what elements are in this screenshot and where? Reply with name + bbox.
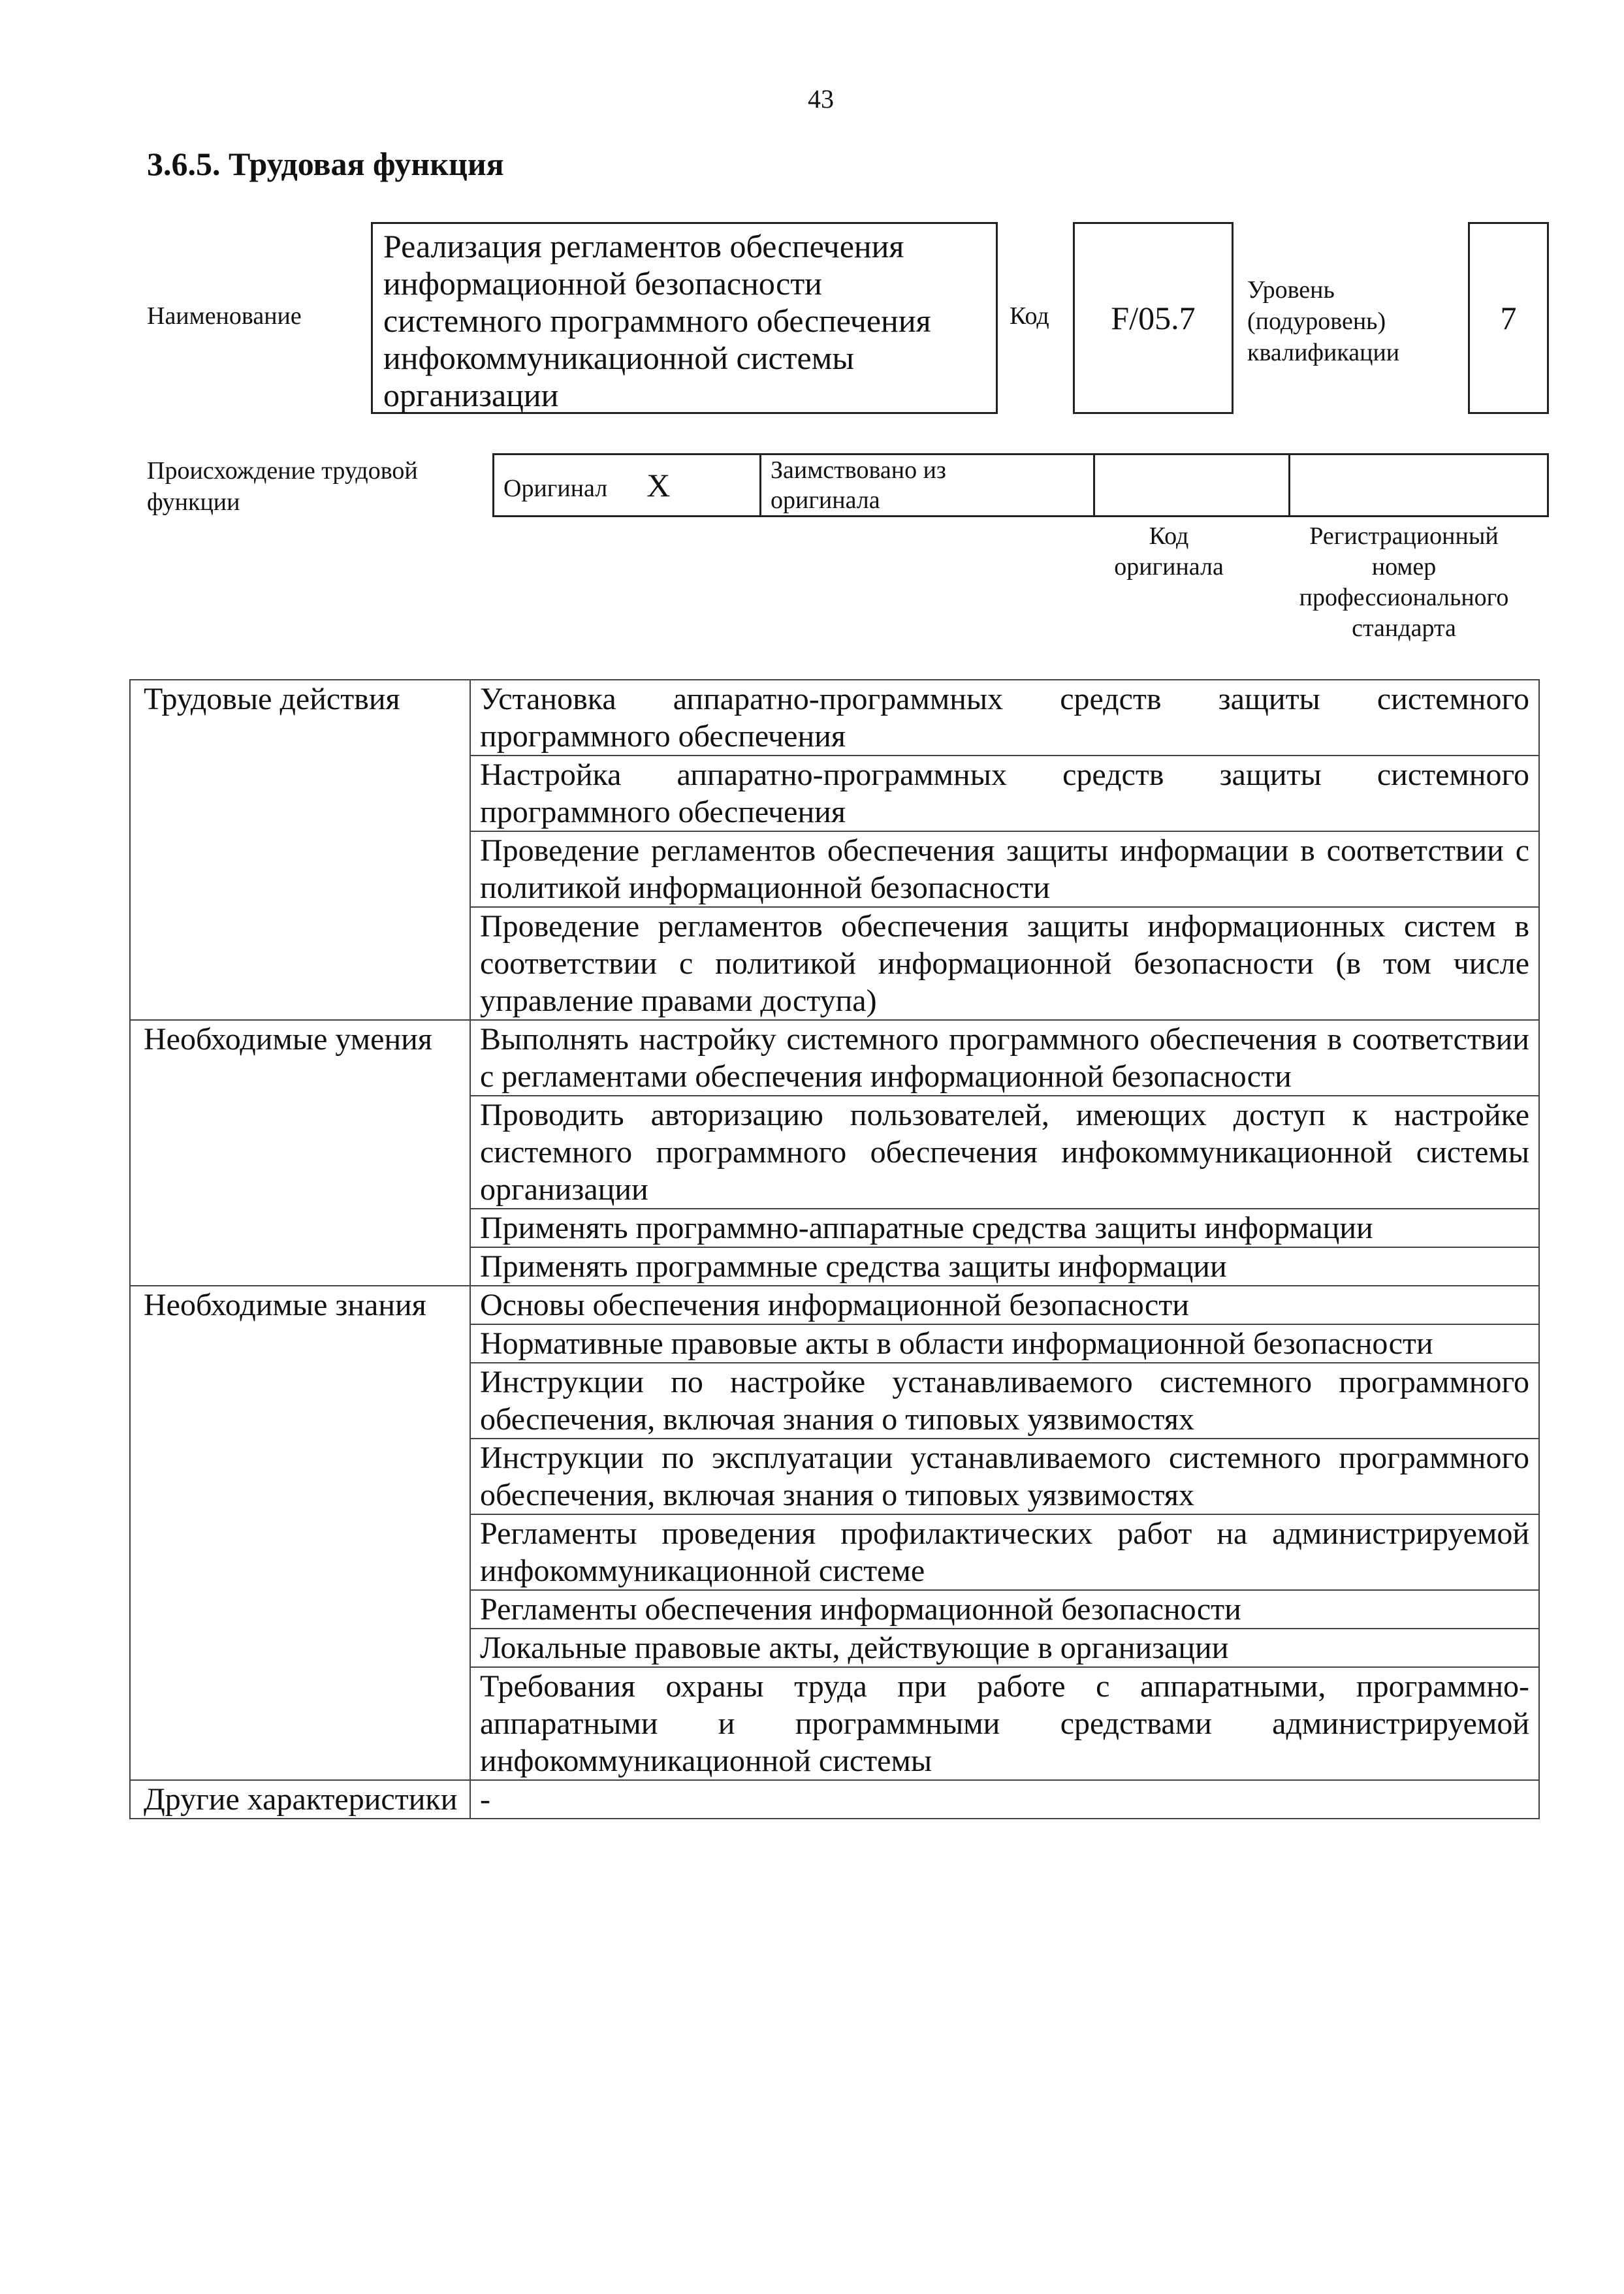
- origin-table: [492, 453, 1549, 517]
- origin-code-cell: [1094, 454, 1290, 517]
- reg-number-label-text: Регистрационный номер профессионального стандарта: [1299, 522, 1509, 642]
- origin-reg-number-cell: [1290, 454, 1548, 517]
- section-item: Выполнять настройку системного программного обеспечения в соответствии с регламентами обеспечения информационной безопасности: [470, 1020, 1539, 1096]
- table-row: [130, 1020, 1539, 1096]
- borrowed-label: Заимствовано из оригинала: [771, 456, 946, 514]
- section-category: Трудовые действия: [130, 680, 470, 1020]
- section-item: Требования охраны труда при работе с аппаратными, программно-аппаратными и программными средствами администрируемой инфокоммуникационной системы: [470, 1667, 1539, 1780]
- name-label: Наименование: [147, 302, 302, 330]
- section-item: Проводить авторизацию пользователей, имеющих доступ к настройке системного программного обеспечения инфокоммуникационной системы организации: [470, 1096, 1539, 1209]
- section-item: Регламенты обеспечения информационной безопасности: [470, 1590, 1539, 1629]
- section-item: Инструкции по эксплуатации устанавливаемого системного программного обеспечения, включая знания о типовых уязвимостях: [470, 1439, 1539, 1514]
- code-label: Код: [1010, 302, 1049, 330]
- origin-label: [147, 455, 473, 518]
- level-label-text: Уровень (подуровень) квалификации: [1247, 276, 1400, 366]
- section-item: Проведение регламентов обеспечения защиты информации в соответствии с политикой информационной безопасности: [470, 831, 1539, 907]
- reg-number-label: [1267, 521, 1541, 644]
- level-label: [1247, 274, 1443, 368]
- original-label: Оригинал: [503, 475, 608, 502]
- section-item: Основы обеспечения информационной безопасности: [470, 1286, 1539, 1324]
- function-code-box: F/05.7: [1073, 222, 1234, 414]
- original-code-label-text: Код оригинала: [1114, 522, 1224, 581]
- origin-original-cell: [494, 454, 761, 517]
- section-category: Необходимые знания: [130, 1286, 470, 1780]
- section-item: Локальные правовые акты, действующие в организации: [470, 1629, 1539, 1667]
- original-mark: X: [646, 467, 671, 503]
- page-number: 43: [808, 84, 834, 114]
- section-item: Применять программно-аппаратные средства защиты информации: [470, 1209, 1539, 1247]
- labor-function-table: [129, 679, 1540, 1819]
- original-code-label: [1097, 521, 1241, 582]
- section-item: Регламенты проведения профилактических работ на администрируемой инфокоммуникационной системе: [470, 1514, 1539, 1590]
- origin-label-text: Происхождение трудовой функции: [147, 457, 418, 516]
- function-name-box: Реализация регламентов обеспечения информационной безопасности системного программного обеспечения инфокоммуникационной системы организации: [371, 222, 998, 414]
- level-value-box: 7: [1468, 222, 1549, 414]
- origin-borrowed-cell: [761, 454, 1094, 517]
- table-row: [130, 1780, 1539, 1819]
- section-item: Инструкции по настройке устанавливаемого системного программного обеспечения, включая знания о типовых уязвимостях: [470, 1363, 1539, 1439]
- section-item: Проведение регламентов обеспечения защиты информационных систем в соответствии с политикой информационной безопасности (в том числе управление правами доступа): [470, 907, 1539, 1020]
- section-item: Установка аппаратно-программных средств защиты системного программного обеспечения: [470, 680, 1539, 756]
- table-row: [130, 1286, 1539, 1324]
- section-item: -: [470, 1780, 1539, 1819]
- section-item: Настройка аппаратно-программных средств защиты системного программного обеспечения: [470, 756, 1539, 831]
- section-item: Применять программные средства защиты информации: [470, 1247, 1539, 1286]
- section-category: Необходимые умения: [130, 1020, 470, 1286]
- section-category: Другие характеристики: [130, 1780, 470, 1819]
- table-row: [130, 680, 1539, 756]
- section-title: 3.6.5. Трудовая функция: [147, 146, 504, 182]
- section-item: Нормативные правовые акты в области информационной безопасности: [470, 1324, 1539, 1363]
